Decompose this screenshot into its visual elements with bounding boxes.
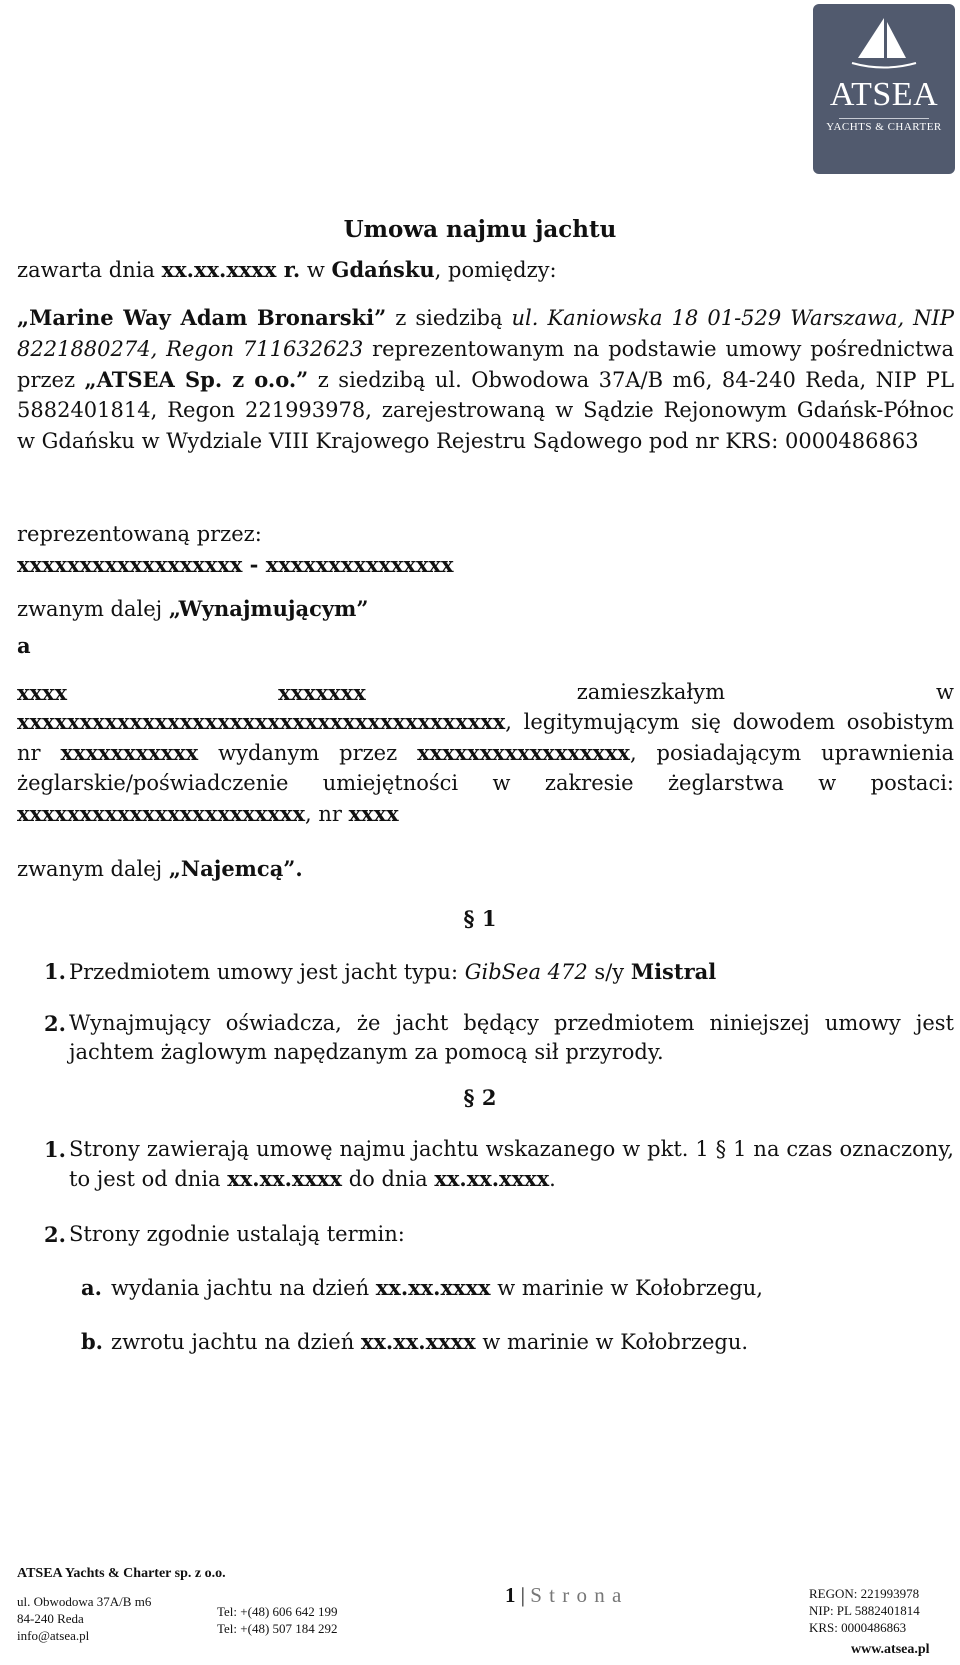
footer-street: ul. Obwodowa 37A/B m6 (17, 1594, 152, 1609)
page-indicator (505, 1583, 622, 1607)
id-number: xxxxxxxxxxx (60, 739, 199, 765)
and-conjunction: a (17, 633, 31, 658)
contract-city: Gdańsku (331, 257, 435, 282)
agent-details: z siedzibą ul. Obwodowa 37A/B m6, 84-240 Reda, NIP PL 5882401814, Regon 221993978, zarejestrowaną w Sądzie Rejonowym Gdańsk-Północ w Gdańsku w Wydziale VIII Krajowego Rejestru Sądowego pod nr KRS: 0000486863 (17, 367, 955, 454)
logo-subtitle: YACHTS & CHARTER (826, 121, 942, 133)
subitem-letter: a. (81, 1275, 102, 1300)
rental-end-date: xx.xx.xxxx (434, 1166, 550, 1191)
subitem-letter: b. (81, 1329, 103, 1354)
logo-divider (839, 118, 929, 119)
lessee-line-1 (17, 677, 954, 709)
section-2-subitem-b (81, 1327, 749, 1357)
footer-website[interactable]: www.atsea.pl (851, 1642, 930, 1657)
lessee-text: zamieszkałym (576, 680, 726, 704)
page-word: S t r o n a (530, 1583, 623, 1607)
footer-krs: KRS: 0000486863 (809, 1620, 907, 1635)
subitem-text: w marinie w Kołobrzegu, (490, 1276, 763, 1300)
footer-nip: NIP: PL 5882401814 (809, 1603, 920, 1618)
representation-label: reprezentowaną przez: (17, 522, 262, 546)
intro-text: w (300, 258, 332, 282)
section-2-item-2 (44, 1220, 954, 1249)
item-number: 1. (44, 959, 66, 984)
section-1-item-1 (44, 957, 954, 987)
lessee-text: w (936, 680, 954, 704)
item-text: s/y (587, 960, 631, 984)
quote-mark: ” (374, 305, 387, 330)
lessee-last-name: xxxxxxx (278, 680, 366, 705)
item-number: 1. (44, 1137, 66, 1162)
lessor-text: z siedzibą (386, 306, 512, 330)
id-issuer: xxxxxxxxxxxxxxxxx (417, 739, 630, 765)
intro-text: , pomiędzy: (434, 258, 557, 282)
license-number: xxxx (348, 800, 399, 826)
item-text: do dnia (342, 1167, 435, 1191)
section-1-heading: § 1 (463, 906, 497, 931)
item-text: Wynajmujący oświadcza, że jacht będący przedmiotem niniejszej umowy jest jachtem żaglowym napędzanym za pomocą sił przyrody. (69, 1011, 954, 1064)
footer-phone[interactable]: Tel: +(48) 507 184 292 (217, 1621, 338, 1636)
license-type: xxxxxxxxxxxxxxxxxxxxxxx (17, 800, 305, 826)
footer-phones (217, 1603, 338, 1637)
section-1-item-2 (44, 1009, 954, 1067)
item-text: Strony zgodnie ustalają termin: (69, 1222, 405, 1246)
lessee-text: wydanym przez (198, 740, 418, 765)
section-2-item-1 (44, 1135, 954, 1194)
footer-email[interactable]: info@atsea.pl (17, 1628, 90, 1643)
yacht-name: Mistral (630, 959, 717, 984)
page-number: 1 (505, 1583, 516, 1607)
footer-company: ATSEA Yachts & Charter sp. z o.o. (17, 1566, 226, 1581)
footer-registry (809, 1585, 920, 1636)
item-number: 2. (44, 1222, 66, 1247)
section-2-subitem-a (81, 1273, 763, 1303)
designation-text: zwanym dalej (17, 857, 169, 881)
delivery-date: xx.xx.xxxx (375, 1275, 491, 1300)
representative: xxxxxxxxxxxxxxxxxx - xxxxxxxxxxxxxxx (17, 552, 454, 577)
sailboat-icon (844, 14, 924, 76)
lessee-text: , nr (304, 801, 349, 826)
lessee-text: , legitymującym się dowodem osobistym nr (17, 710, 954, 765)
designation-name: „Najemcą”. (168, 856, 303, 881)
lessee-address: xxxxxxxxxxxxxxxxxxxxxxxxxxxxxxxxxxxxxxx (17, 709, 506, 734)
contract-date: xx.xx.xxxx r. (161, 257, 301, 282)
rental-start-date: xx.xx.xxxx (227, 1166, 343, 1191)
yacht-model: GibSea 472 (464, 960, 588, 984)
designation-name: „Wynajmującym” (168, 596, 369, 621)
item-text: . (549, 1167, 556, 1191)
item-text: Strony zawierają umowę najmu jachtu wskazanego w pkt. 1 § 1 na czas oznaczony, to jest od dnia (69, 1137, 954, 1191)
party-lessor (17, 303, 954, 457)
quote-mark: „ (17, 305, 30, 330)
document-title: Umowa najmu jachtu (343, 216, 617, 243)
agent-name: „ATSEA Sp. z o.o.” (84, 366, 309, 392)
subitem-text: wydania jachtu na dzień (111, 1276, 376, 1300)
intro-text: zawarta dnia (17, 258, 162, 282)
subitem-text: w marinie w Kołobrzegu. (475, 1330, 749, 1354)
party-lessee (17, 707, 954, 829)
footer-city: 84-240 Reda (17, 1611, 84, 1626)
lessee-designation (17, 853, 954, 886)
subitem-text: zwrotu jachtu na dzień (111, 1330, 361, 1354)
lessee-first-name: xxxx (17, 680, 68, 705)
return-date: xx.xx.xxxx (360, 1329, 476, 1354)
lessor-name: Marine Way Adam Bronarski (29, 305, 375, 330)
item-number: 2. (44, 1011, 66, 1036)
lessor-address: ul. Kaniowska 18 01-529 Warszawa, NIP 8221880274, Regon 711632623 (17, 306, 954, 361)
lessor-text: reprezentowanym na podstawie umowy pośrednictwa przez (17, 336, 954, 392)
company-logo (813, 4, 955, 174)
designation-text: zwanym dalej (17, 597, 169, 621)
page-separator: | (520, 1583, 525, 1607)
lessor-designation (17, 593, 954, 626)
logo-brand: ATSEA (829, 76, 939, 113)
intro-line (17, 254, 954, 287)
section-2-heading: § 2 (463, 1085, 497, 1110)
footer-address (17, 1593, 151, 1644)
lessee-text: , posiadającym uprawnienia żeglarskie/poświadczenie umiejętności w zakresie żeglarstwa w postaci: (17, 740, 954, 795)
footer-phone[interactable]: Tel: +(48) 606 642 199 (217, 1604, 338, 1619)
footer-regon: REGON: 221993978 (809, 1586, 920, 1601)
item-text: Przedmiotem umowy jest jacht typu: (69, 960, 465, 984)
